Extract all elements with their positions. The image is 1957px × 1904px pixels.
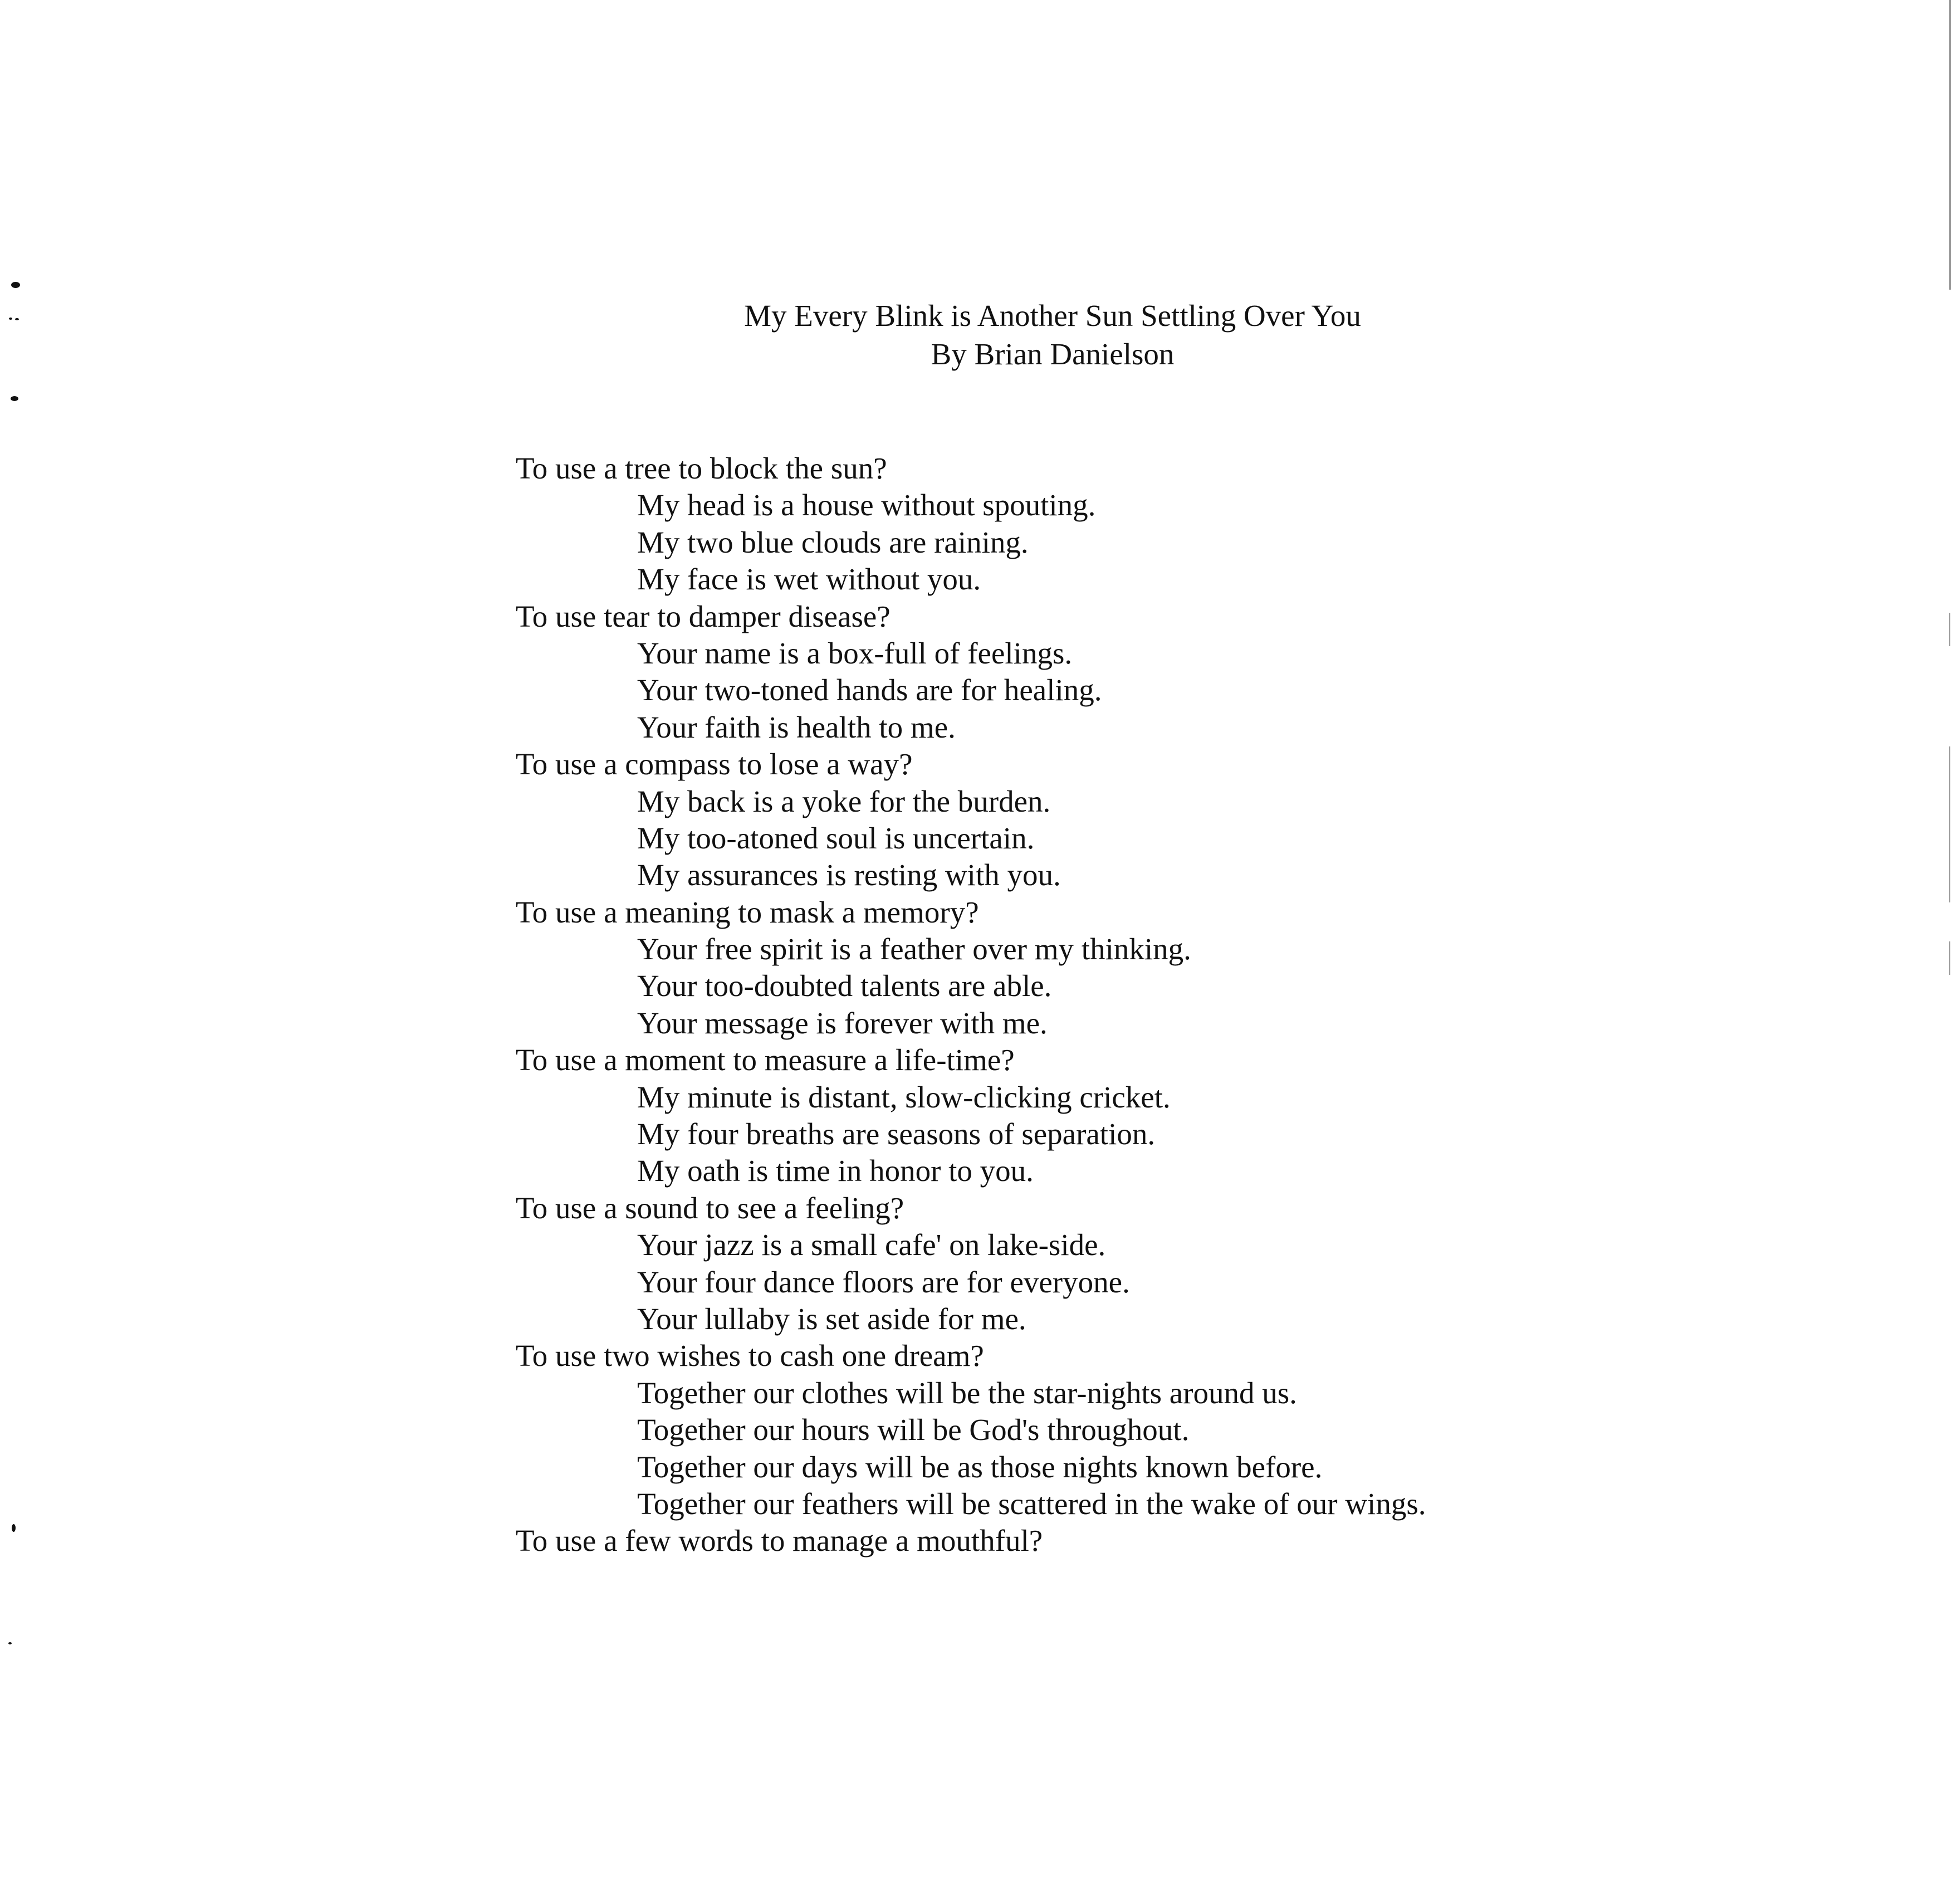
poem-title: My Every Blink is Another Sun Settling Over You [744,299,1361,333]
scan-mark [11,396,18,401]
stanza-line: Together our clothes will be the star-nights around us. [637,1375,1297,1410]
stanza-line: Your message is forever with me. [637,1005,1048,1040]
stanza-line: My head is a house without spouting. [637,488,1096,523]
stanza-question: To use a tree to block the sun? [516,451,887,485]
stanza-line: My oath is time in honor to you. [637,1154,1034,1188]
stanza-question: To use tear to damper disease? [516,599,891,633]
scan-mark [8,1642,12,1644]
title-block [585,296,1520,373]
stanza-line: Your name is a box-full of feelings. [637,636,1073,670]
stanza-question: To use a few words to manage a mouthful? [516,1524,1043,1558]
stanza-question: To use a moment to measure a life-time? [516,1043,1015,1077]
scan-edge-line [1949,0,1951,290]
scan-edge-line [1949,941,1950,975]
scan-mark [11,282,20,288]
stanza-line: My back is a yoke for the burden. [637,784,1051,818]
stanza-line: Your jazz is a small cafe' on lake-side. [637,1228,1106,1262]
stanza-line: Together our days will be as those nights known before. [637,1449,1323,1484]
stanza-question: To use a sound to see a feeling? [516,1190,904,1225]
stanza-line: My face is wet without you. [637,562,981,597]
stanza-line: My too-atoned soul is uncertain. [637,821,1035,855]
stanza-line: Your free spirit is a feather over my thinking. [637,932,1191,966]
stanza-line: Your two-toned hands are for healing. [637,673,1102,707]
poem-body [516,450,1696,1560]
stanza-line: My four breaths are seasons of separation. [637,1117,1156,1151]
stanza-line: My two blue clouds are raining. [637,525,1029,559]
stanza-line: Together our hours will be God's throughout. [637,1413,1190,1447]
scan-mark [12,1524,16,1532]
stanza-line: Your lullaby is set aside for me. [637,1301,1026,1336]
stanza-question: To use two wishes to cash one dream? [516,1339,984,1373]
stanza-line: Your too-doubted talents are able. [637,969,1052,1003]
stanza-line: Your faith is health to me. [637,710,956,744]
stanza-question: To use a meaning to mask a memory? [516,895,979,929]
stanza-line: My assurances is resting with you. [637,858,1061,892]
scan-mark [15,318,19,320]
stanza-line: Your four dance floors are for everyone. [637,1265,1130,1299]
poem-author: By Brian Danielson [931,337,1175,371]
scan-edge-line [1949,746,1950,902]
stanza-question: To use a compass to lose a way? [516,747,913,782]
stanza-line: My minute is distant, slow-clicking cricket. [637,1080,1171,1114]
stanza-line: Together our feathers will be scattered in the wake of our wings. [637,1486,1426,1521]
scan-mark [9,318,12,320]
scan-edge-line [1949,613,1950,646]
